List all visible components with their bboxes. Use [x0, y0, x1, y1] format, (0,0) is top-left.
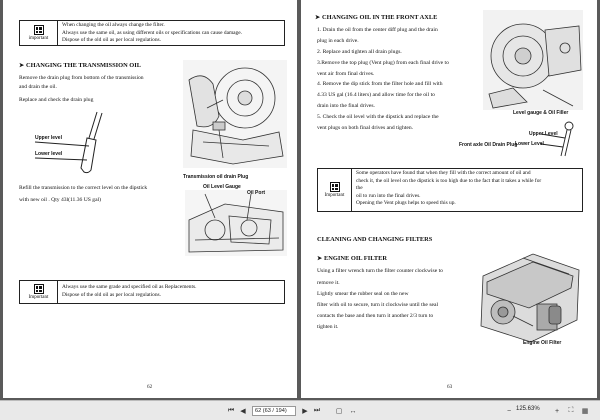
upper-level-label: Upper Level [529, 131, 558, 137]
fullscreen-icon[interactable]: ⛶ [568, 407, 574, 414]
zoom-out-button[interactable]: − [506, 407, 512, 415]
note-icon [330, 182, 340, 192]
front-axle-heading: ➤ CHANGING OIL IN THE FRONT AXLE [315, 14, 438, 21]
body-line: 4. Remove the dip stick from the filter hole and fill with [317, 81, 443, 87]
note-line: Opening the Vent plugs helps to speed this up. [356, 200, 456, 207]
transmission-drawing [183, 60, 287, 168]
note-label: important [28, 36, 49, 41]
note-line: Some operators have found that when they fill with the correct amount of oil and [356, 170, 531, 176]
fit-width-icon[interactable]: ↔ [349, 407, 357, 415]
note-icon [34, 284, 44, 294]
body-line: Remove the drain plug from bottom of the transmission [19, 75, 144, 81]
upper-level-label: Upper level [35, 135, 62, 141]
oil-level-gauge-label: Oil Level Gauge [203, 184, 241, 190]
axle-dipstick-diagram [541, 120, 581, 160]
note-label: Important [324, 193, 345, 198]
body-line: tighten it. [317, 324, 339, 330]
body-line: remove it. [317, 280, 340, 286]
axle-drain-plug-label: Front axle Oil Drain Plug [459, 142, 518, 148]
body-line: Refill the transmission to the correct level on the dipstick [19, 185, 148, 191]
front-axle-drawing [483, 10, 583, 110]
previous-page-button[interactable]: ◀ [240, 408, 246, 415]
body-line: filter with oil to secure, turn it clockwise until the seal [317, 302, 439, 308]
note-icon-area [20, 21, 58, 45]
important-note [317, 168, 583, 212]
note-line: When changing the oil always change the filter. [62, 22, 165, 28]
engine-oil-filter-label: Engine Oil Filter [523, 340, 562, 346]
filters-heading: CLEANING AND CHANGING FILTERS [317, 236, 433, 243]
zoom-in-button[interactable]: + [554, 407, 560, 415]
lower-level-label: Lower Level [515, 141, 544, 147]
page-number: 63 [447, 384, 453, 390]
important-note-bottom [19, 280, 285, 304]
body-line: Lightly smear the rubber seal on the new [317, 291, 409, 297]
next-page-button[interactable]: ▶ [302, 408, 308, 415]
body-line: and drain the oil. [19, 84, 57, 90]
last-page-button[interactable]: ⏭ [313, 407, 321, 414]
fit-page-icon[interactable]: ▢ [335, 408, 343, 415]
right-page [301, 0, 597, 398]
body-line: Using a filter wrench turn the filter counter clockwise to [317, 268, 443, 274]
body-line: Replace and check the drain plug [19, 97, 94, 103]
arrow-icon: ➤ [315, 15, 321, 21]
note-label: Important [28, 295, 49, 300]
note-line: Always use the same oil, as using different oils or specifications can cause damage. [62, 29, 242, 36]
note-line: Always use the same grade and specified oil as Replacements. [62, 284, 197, 290]
body-line: drain into the final drives. [317, 103, 375, 109]
body-line: vent air from final drives. [317, 71, 375, 77]
note-icon-area [20, 281, 58, 303]
body-line: 4.33 US gal (16.4 liters) and allow time for the oil to [317, 92, 435, 98]
note-line: oil to run into the final drives. [356, 192, 421, 199]
transmission-heading: ➤ CHANGING THE TRANSMISSION OIL [19, 62, 142, 69]
viewer-toolbar [0, 400, 600, 420]
body-line: with new oil . Qty 43l(11.36 US gal) [19, 197, 101, 203]
body-line: vent plugs on both final drives and tighten. [317, 125, 414, 131]
engine-filter-heading: ➤ ENGINE OIL FILTER [317, 255, 388, 262]
arrow-icon: ➤ [317, 256, 323, 262]
dipstick-diagram [33, 108, 123, 178]
body-line: 2. Replace and tighten all drain plugs. [317, 49, 402, 55]
lower-level-label: Lower level [35, 151, 63, 157]
note-line: Dispose of the old oil as per local regulations. [62, 37, 161, 44]
note-line: check it, the oil level on the dipstick is too high due to the fact that it takes a while for [356, 177, 542, 184]
oil-gauge-drawing [185, 190, 287, 256]
engine-drawing [473, 246, 585, 346]
grid-view-icon[interactable]: ▦ [581, 408, 589, 415]
note-icon [34, 25, 44, 35]
body-line: plug in each drive. [317, 38, 359, 44]
zoom-level[interactable]: 125.63% [516, 406, 540, 412]
body-line: 5. Check the oil level with the dipstick and replace the [317, 114, 439, 120]
page-number-input[interactable]: 62 (63 / 194) [252, 406, 296, 416]
left-page [3, 0, 297, 398]
arrow-icon: ➤ [19, 63, 25, 69]
oil-port-label: Oil Port [247, 190, 266, 196]
note-line: Dispose of the old oil as per local regulations. [62, 291, 161, 298]
first-page-button[interactable]: ⏮ [227, 407, 235, 414]
level-gauge-filler-label: Level gauge & Oil Filler [513, 110, 569, 116]
body-line: 1. Drain the oil from the center diff plug and the drain [317, 27, 438, 33]
important-note-top [19, 20, 285, 46]
page-number: 62 [147, 384, 153, 390]
body-line: 3.Remove the top plug (Vent plug) from each final drive to [317, 60, 449, 66]
note-icon-area [318, 169, 352, 211]
body-line: contacts the base and then turn it another 2/3 turn to [317, 313, 434, 319]
note-line: the [356, 185, 363, 192]
drain-plug-label: Transmission oil drain Plug [183, 174, 249, 180]
